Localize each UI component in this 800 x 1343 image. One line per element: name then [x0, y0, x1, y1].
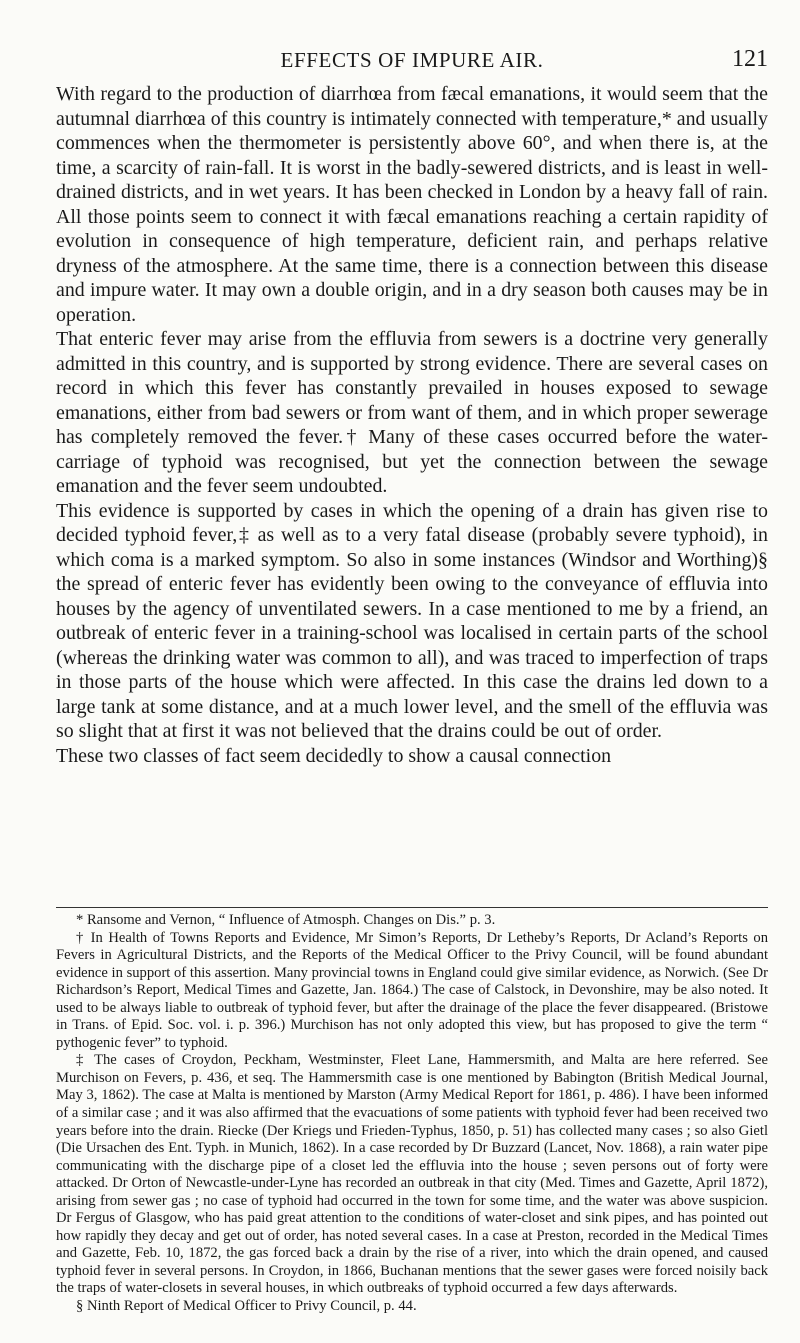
footnote-double-dagger: ‡ The cases of Croydon, Peckham, Westminster, Fleet Lane, Hammersmith, and Malta are here referred. See Murchison on Fevers, p. 436, et seq. The Hammersmith case is one mentioned by Babington (British Medical Journal, May 3, 1862). The case at Malta is mentioned by Marston (Army Medical Report for 1861, p. 486). I have been informed of a similar case ; and it was also affirmed that the evacuations of some patients with typhoid fever had been received two years before into the drain. Riecke (Der Kriegs und Frieden-Typhus, 1850, p. 51) has collected many cases ; so also Gietl (Die Ursachen des Ent. Typh. in Munich, 1862). In a case recorded by Dr Buzzard (Lancet, Nov. 1868), a rain water pipe communicating with the discharge pipe of a closet led the effluvia into the house ; seven persons out of forty were attacked. Dr Orton of Newcastle-under-Lyne has recorded an outbreak in that city (Med. Times and Gazette, April 1872), arising from sewer gas ; no case of typhoid had occurred in the town for some time, and the water was above suspicion. Dr Fergus of Glasgow, who has paid great attention to the conditions of water-closet and sink pipes, and has pointed out how rapidly they decay and get out of order, has noted several cases. In a case at Preston, recorded in the Medical Times and Gazette, Feb. 10, 1872, the gas forced back a drain by the rise of a river, into which the drain opened, and caused typhoid fever in several persons. In Croydon, in 1866, Buchanan mentions that the sewer gases were forced noisily back the traps of water-closets in several houses, in which outbreaks of typhoid occurred a few days afterwards. [56, 1052, 768, 1297]
paragraph-enteric-fever: That enteric fever may arise from the effluvia from sewers is a doctrine very generally admitted in this country, and is supported by strong evidence. There are several cases on record in which this fever has constantly prevailed in houses exposed to sewage emanations, either from bad sewers or from want of them, and in which proper sewerage has completely removed the fever.† Many of these cases occurred before the water-carriage of typhoid was recognised, but yet the connection between the sewage emanation and the fever seem undoubted. [56, 328, 768, 497]
footnote-dagger: † In Health of Towns Reports and Evidence, Mr Simon’s Reports, Dr Letheby’s Reports, Dr Acland’s Reports on Fevers in Agricultural Districts, and the Reports of the Medical Officer to the Privy Council, will be found abundant evidence in support of this assertion. Many provincial towns in England could give similar evidence, as Norwich. (See Dr Richardson’s Report, Medical Times and Gazette, Jan. 1864.) The case of Calstock, in Devonshire, may be also noted. It used to be always liable to outbreak of typhoid fever, but after the drainage of the place the fever disappeared. (Bristowe in Trans. of Epid. Soc. vol. i. p. 396.) Murchison has not only adopted this view, but has proposed to give the term “ pythogenic fever” to typhoid. [56, 929, 768, 1051]
body-text [56, 82, 768, 768]
running-head: EFFECTS OF IMPURE AIR. [280, 48, 544, 72]
footnote-asterisk: * Ransome and Vernon, “ Influence of Atmosph. Changes on Dis.” p. 3. [76, 912, 496, 928]
footnote-divider [56, 907, 768, 908]
footnotes [56, 912, 768, 1316]
page-number: 121 [732, 46, 768, 72]
paragraph-diarrhoea: With regard to the production of diarrhœa from fæcal emanations, it would seem that the autumnal diarrhœa of this country is intimately connected with temperature,* and usually commences when the thermometer is persistently above 60°, and when there is, at the time, a scarcity of rain-fall. It is worst in the badly-sewered districts, and is least in well-drained districts, and in wet years. It has been checked in London by a heavy fall of rain. All those points seem to connect it with fæcal emanations reaching a certain rapidity of evolution in consequence of high temperature, deficient rain, and perhaps relative dryness of the atmosphere. At the same time, there is a connection between this disease and impure water. It may own a double origin, and in a dry season both causes may be in operation. [56, 83, 768, 326]
paragraph-drain-evidence: This evidence is supported by cases in which the opening of a drain has given rise to decided typhoid fever,‡ as well as to a very fatal disease (probably severe typhoid), in which coma is a marked symptom. So also in some instances (Windsor and Worthing)§ the spread of enteric fever has evidently been owing to the conveyance of effluvia into houses by the agency of unventilated sewers. In a case mentioned to me by a friend, an outbreak of enteric fever in a training-school was localised in certain parts of the school (whereas the drinking water was common to all), and was traced to imperfection of traps in those parts of the house which were affected. In this case the drains led down to a large tank at some distance, and at a much lower level, and the smell of the effluvia was so slight that at first it was not believed that the drains could be out of order. [56, 499, 768, 742]
paragraph-causal-connection: These two classes of fact seem decidedly to show a causal connection [56, 744, 612, 767]
page-header [56, 46, 768, 76]
footnote-section: § Ninth Report of Medical Officer to Privy Council, p. 44. [76, 1298, 417, 1315]
